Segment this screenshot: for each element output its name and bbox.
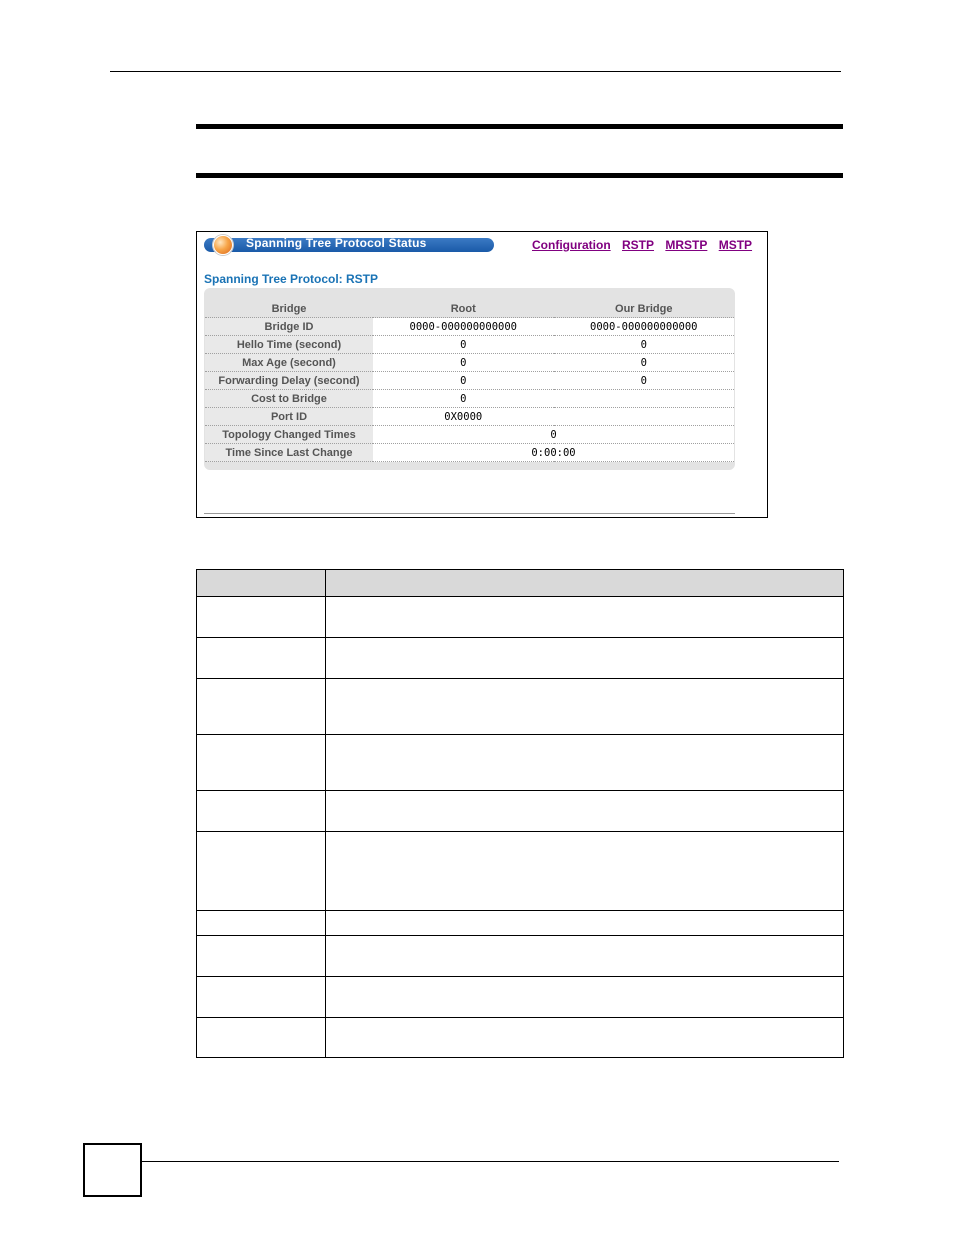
table-row xyxy=(205,372,734,390)
section-rule-top xyxy=(196,124,843,129)
footer-rule xyxy=(140,1161,839,1162)
table-row xyxy=(197,1018,844,1058)
table-row xyxy=(197,597,844,638)
field-description-table xyxy=(196,569,844,1058)
row-label: Bridge ID xyxy=(205,318,373,336)
table-row xyxy=(197,791,844,832)
table-row xyxy=(205,336,734,354)
span-value: 0 xyxy=(373,426,734,444)
table-row xyxy=(205,318,734,336)
table-row xyxy=(205,444,734,462)
header-rule xyxy=(110,71,841,72)
table-row xyxy=(205,408,734,426)
header-our-bridge: Our Bridge xyxy=(554,300,735,318)
table-row xyxy=(205,354,734,372)
row-label: Port ID xyxy=(205,408,373,426)
table-row xyxy=(197,735,844,791)
table-row xyxy=(205,426,734,444)
status-table xyxy=(205,300,734,462)
table-row xyxy=(197,936,844,977)
our-bridge-value: 0 xyxy=(554,336,735,354)
section-rule-bottom xyxy=(196,173,843,178)
root-value: 0000-000000000000 xyxy=(373,318,554,336)
link-mrstp[interactable]: MRSTP xyxy=(665,238,708,252)
table-row xyxy=(197,911,844,936)
root-value: 0 xyxy=(373,372,554,390)
table-row xyxy=(197,679,844,735)
stp-status-screenshot xyxy=(196,231,768,518)
link-mstp[interactable]: MSTP xyxy=(718,238,753,252)
header-bridge: Bridge xyxy=(205,300,373,318)
link-rstp[interactable]: RSTP xyxy=(622,238,655,252)
panel-bottom-rule xyxy=(204,513,735,514)
row-label: Max Age (second) xyxy=(205,354,373,372)
row-label: Hello Time (second) xyxy=(205,336,373,354)
table-header-row xyxy=(205,300,734,318)
table-row xyxy=(205,390,734,408)
row-label: Time Since Last Change xyxy=(205,444,373,462)
header-root: Root xyxy=(373,300,554,318)
panel-title: Spanning Tree Protocol Status xyxy=(246,236,427,250)
our-bridge-value xyxy=(554,408,735,426)
table-row xyxy=(197,832,844,911)
row-label: Cost to Bridge xyxy=(205,390,373,408)
our-bridge-value: 0 xyxy=(554,354,735,372)
protocol-title: Spanning Tree Protocol: RSTP xyxy=(204,272,379,286)
link-configuration[interactable]: Configuration xyxy=(532,238,611,252)
root-value: 0X0000 xyxy=(373,408,554,426)
our-bridge-value xyxy=(554,390,735,408)
our-bridge-value: 0000-000000000000 xyxy=(554,318,735,336)
table-row xyxy=(197,638,844,679)
page-number-box xyxy=(83,1143,142,1197)
span-value: 0:00:00 xyxy=(373,444,734,462)
nav-links xyxy=(532,238,760,252)
table-row xyxy=(197,977,844,1018)
our-bridge-value: 0 xyxy=(554,372,735,390)
status-orb-icon xyxy=(213,235,233,255)
root-value: 0 xyxy=(373,336,554,354)
root-value: 0 xyxy=(373,354,554,372)
row-label: Forwarding Delay (second) xyxy=(205,372,373,390)
table-header-row xyxy=(197,570,844,597)
root-value: 0 xyxy=(373,390,554,408)
row-label: Topology Changed Times xyxy=(205,426,373,444)
